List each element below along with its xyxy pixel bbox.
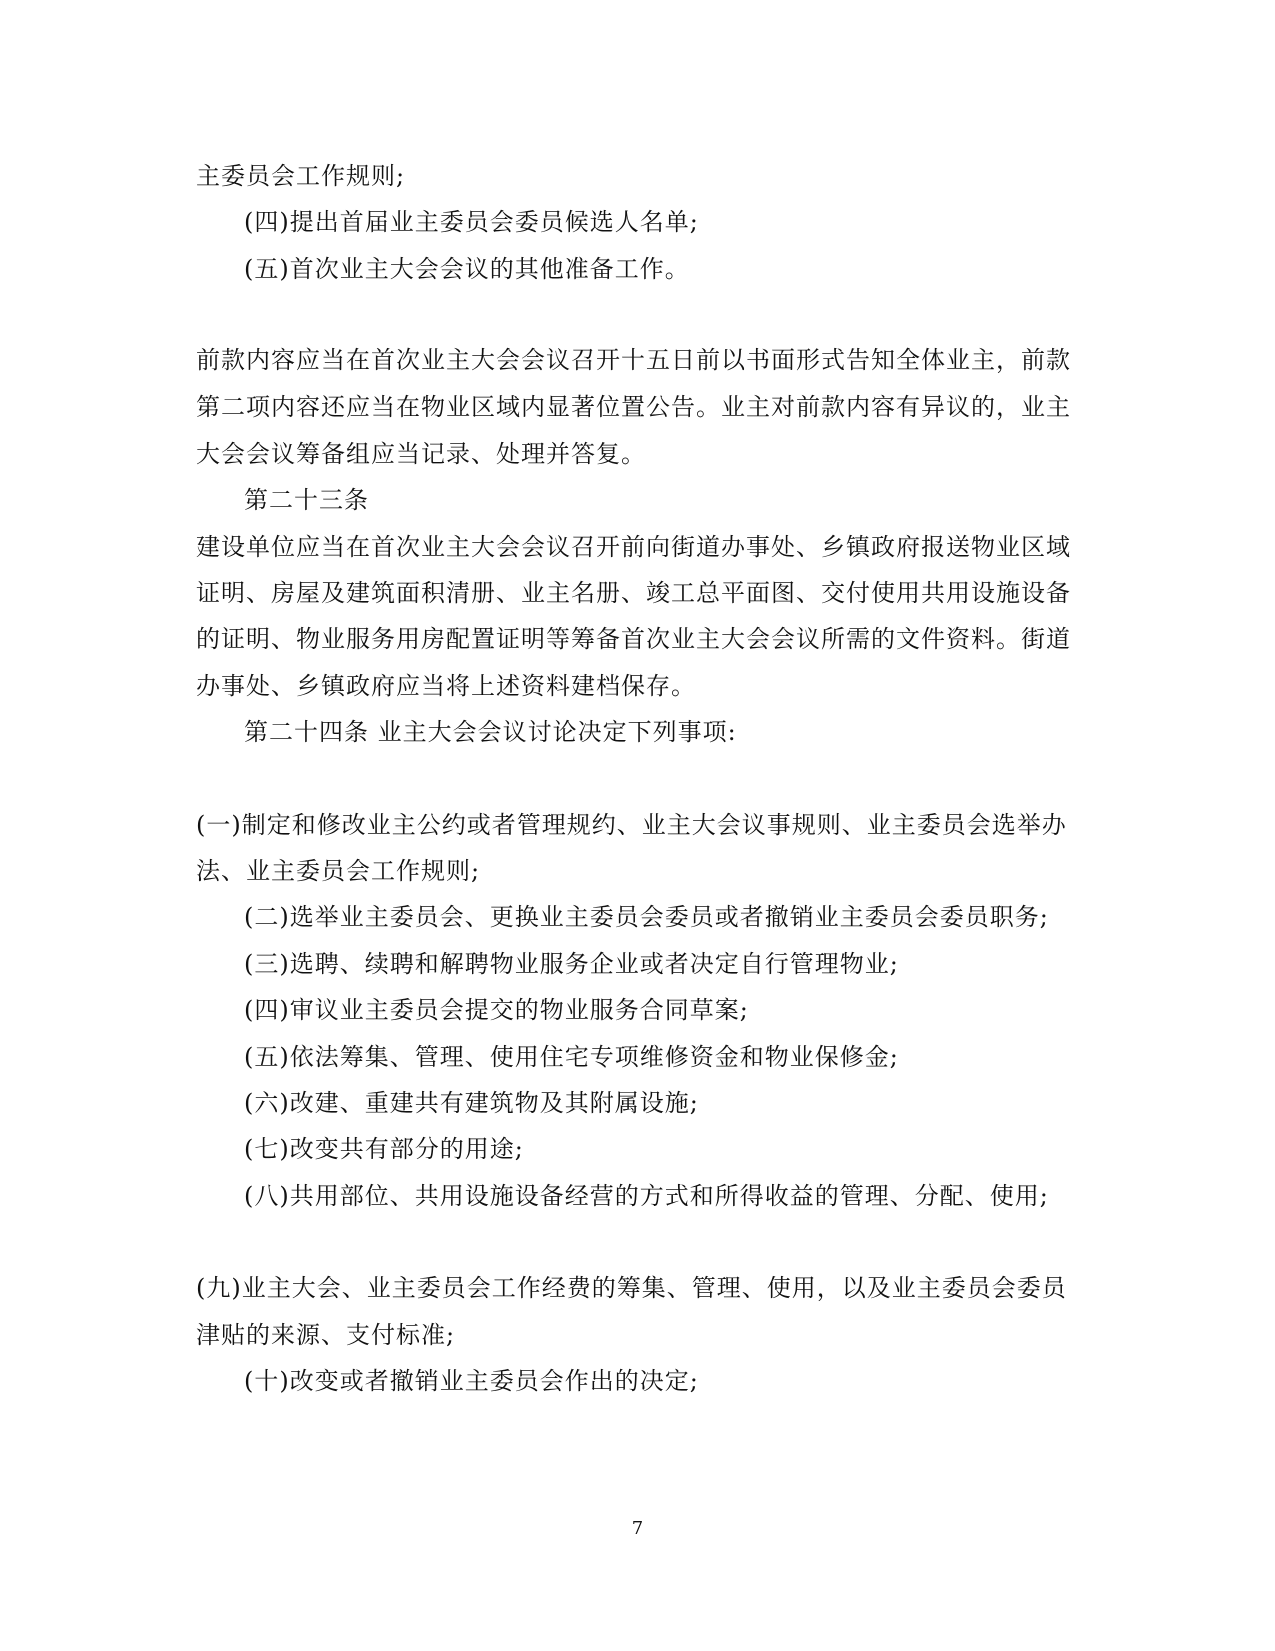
text-line: 建设单位应当在首次业主大会会议召开前向街道办事处、乡镇政府报送物业区域	[196, 533, 1071, 561]
text-line: 主委员会工作规则;	[196, 162, 406, 190]
list-item: (二)选举业主委员会、更换业主委员会委员或者撤销业主委员会委员职务;	[244, 903, 1049, 931]
text-line: (五)首次业主大会会议的其他准备工作。	[244, 255, 690, 283]
list-item: 津贴的来源、支付标准;	[196, 1321, 456, 1349]
list-item: 法、业主委员会工作规则;	[196, 857, 481, 885]
list-item: (八)共用部位、共用设施设备经营的方式和所得收益的管理、分配、使用;	[244, 1182, 1049, 1210]
text-line: 前款内容应当在首次业主大会会议召开十五日前以书面形式告知全体业主，前款	[196, 346, 1071, 374]
text-line: (四)提出首届业主委员会委员候选人名单;	[244, 208, 699, 236]
list-item: (十)改变或者撤销业主委员会作出的决定;	[244, 1367, 699, 1395]
list-item: (三)选聘、续聘和解聘物业服务企业或者决定自行管理物业;	[244, 950, 899, 978]
list-item: (七)改变共有部分的用途;	[244, 1135, 524, 1163]
list-item: (四)审议业主委员会提交的物业服务合同草案;	[244, 996, 749, 1024]
article-heading: 第二十三条	[244, 486, 369, 514]
page-number: 7	[631, 1518, 644, 1539]
list-item: (九)业主大会、业主委员会工作经费的筹集、管理、使用，以及业主委员会委员	[196, 1274, 1067, 1302]
list-item: (五)依法筹集、管理、使用住宅专项维修资金和物业保修金;	[244, 1043, 899, 1071]
list-item: (一)制定和修改业主公约或者管理规约、业主大会议事规则、业主委员会选举办	[196, 811, 1067, 839]
text-line: 办事处、乡镇政府应当将上述资料建档保存。	[196, 672, 696, 700]
text-line: 的证明、物业服务用房配置证明等筹备首次业主大会会议所需的文件资料。街道	[196, 625, 1071, 653]
list-item: (六)改建、重建共有建筑物及其附属设施;	[244, 1089, 699, 1117]
article-heading: 第二十四条 业主大会会议讨论决定下列事项:	[244, 718, 737, 746]
text-line: 大会会议筹备组应当记录、处理并答复。	[196, 440, 646, 468]
text-line: 证明、房屋及建筑面积清册、业主名册、竣工总平面图、交付使用共用设施设备	[196, 579, 1071, 607]
text-line: 第二项内容还应当在物业区域内显著位置公告。业主对前款内容有异议的，业主	[196, 393, 1071, 421]
